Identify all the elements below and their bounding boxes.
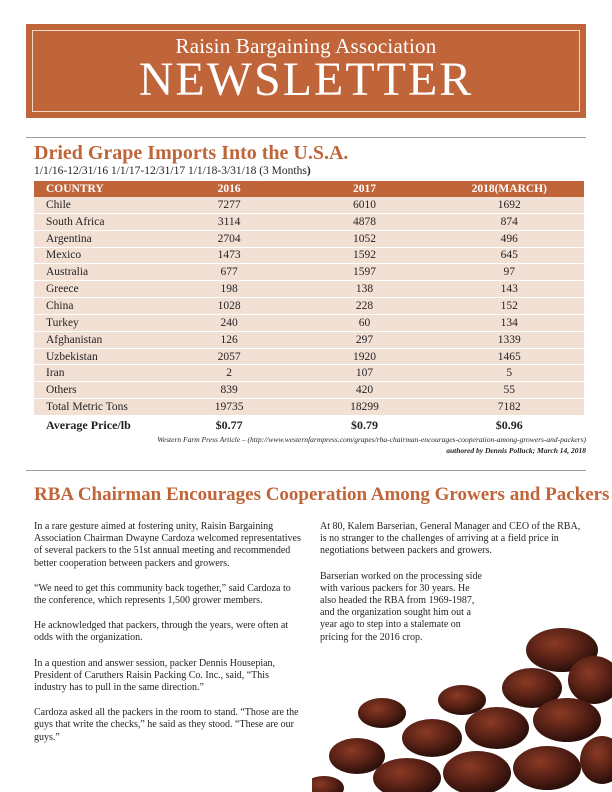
total-row bbox=[34, 399, 584, 416]
table-row bbox=[34, 281, 584, 298]
value-cell: 1465 bbox=[435, 348, 584, 365]
average-price-row bbox=[34, 415, 584, 436]
value-cell: 152 bbox=[435, 298, 584, 315]
value-cell: 874 bbox=[435, 213, 584, 230]
article-paragraph: In a question and answer session, packer Dennis Housepian, President of Caruthers Raisin Packing Co. Inc., said, “This industry has to pull in the same direction.” bbox=[34, 657, 276, 694]
country-cell: Turkey bbox=[34, 314, 164, 331]
average-price-cell: $0.77 bbox=[164, 415, 294, 436]
column-header: 2018(MARCH) bbox=[435, 181, 584, 197]
raisin-icon bbox=[465, 707, 529, 749]
value-cell: 6010 bbox=[294, 197, 434, 213]
value-cell: 107 bbox=[294, 365, 434, 382]
table-row bbox=[34, 365, 584, 382]
raisin-icon bbox=[513, 746, 581, 790]
table-row bbox=[34, 264, 584, 281]
article-paragraph: In a rare gesture aimed at fostering unity, Raisin Bargaining Association Chairman Dwayne Cardoza welcomed representatives of several packers to the 51st annual meeting and recommended better cooperation between packers and growers. bbox=[34, 521, 301, 569]
value-cell: 126 bbox=[164, 331, 294, 348]
raisin-icon bbox=[358, 698, 406, 728]
country-cell: Afghanistan bbox=[34, 331, 164, 348]
raisin-icon bbox=[580, 736, 612, 784]
table-row bbox=[34, 348, 584, 365]
value-cell: 55 bbox=[435, 382, 584, 399]
value-cell: 420 bbox=[294, 382, 434, 399]
value-cell: 4878 bbox=[294, 213, 434, 230]
country-cell: Others bbox=[34, 382, 164, 399]
table-row bbox=[34, 247, 584, 264]
column-header: 2017 bbox=[294, 181, 434, 197]
section-divider bbox=[26, 137, 586, 138]
date-ranges-text: 1/1/16-12/31/16 1/1/17-12/31/17 1/1/18-3/31/18 (3 Months bbox=[34, 165, 307, 177]
value-cell: 5 bbox=[435, 365, 584, 382]
table-row bbox=[34, 213, 584, 230]
table-row bbox=[34, 314, 584, 331]
table-header-row bbox=[34, 181, 584, 197]
raisin-icon bbox=[329, 738, 385, 774]
date-ranges-close: ) bbox=[306, 165, 311, 177]
table-row bbox=[34, 331, 584, 348]
column-header: COUNTRY bbox=[34, 181, 164, 197]
value-cell: 1339 bbox=[435, 331, 584, 348]
raisin-icon bbox=[312, 776, 344, 792]
country-cell: Chile bbox=[34, 197, 164, 213]
average-price-cell: $0.96 bbox=[435, 415, 584, 436]
raisin-icon bbox=[402, 719, 462, 757]
section-divider bbox=[26, 470, 586, 471]
value-cell: 3114 bbox=[164, 213, 294, 230]
article-left-column bbox=[34, 521, 302, 757]
country-cell: South Africa bbox=[34, 213, 164, 230]
table-row bbox=[34, 382, 584, 399]
value-cell: 138 bbox=[294, 281, 434, 298]
source-citation: Western Farm Press Article – (http://www.westernfarmpress.com/grapes/rba-chairman-encourages-cooperation-among-growers-and-packers) bbox=[157, 435, 586, 444]
value-cell: 134 bbox=[435, 314, 584, 331]
value-cell: 297 bbox=[294, 331, 434, 348]
value-cell: 839 bbox=[164, 382, 294, 399]
newsletter-title: NEWSLETTER bbox=[138, 53, 474, 106]
article-paragraph: Barserian worked on the processing side with various packers for 30 years. He also headed the RBA from 1969-1987, and the organization sought him out a year ago to step into a stalemate on pricing for the 2016 crop. bbox=[320, 570, 482, 643]
date-ranges bbox=[34, 165, 311, 177]
value-cell: 1028 bbox=[164, 298, 294, 315]
table-row bbox=[34, 197, 584, 213]
value-cell: 1052 bbox=[294, 230, 434, 247]
value-cell: 60 bbox=[294, 314, 434, 331]
country-cell: Iran bbox=[34, 365, 164, 382]
column-header: 2016 bbox=[164, 181, 294, 197]
raisin-icon bbox=[533, 698, 601, 742]
value-cell: 2 bbox=[164, 365, 294, 382]
country-cell: Argentina bbox=[34, 230, 164, 247]
value-cell: 2057 bbox=[164, 348, 294, 365]
article-paragraph: He acknowledged that packers, through the years, were often at odds with the organization. bbox=[34, 620, 289, 644]
article-heading: RBA Chairman Encourages Cooperation Among Growers and Packers bbox=[34, 484, 610, 505]
total-cell: 19735 bbox=[164, 399, 294, 416]
country-cell: Greece bbox=[34, 281, 164, 298]
value-cell: 7277 bbox=[164, 197, 294, 213]
organization-name: Raisin Bargaining Association bbox=[175, 34, 437, 58]
value-cell: 228 bbox=[294, 298, 434, 315]
value-cell: 2704 bbox=[164, 230, 294, 247]
raisin-icon bbox=[373, 758, 441, 792]
value-cell: 1920 bbox=[294, 348, 434, 365]
author-credit: authored by Dennis Polluck; March 14, 2018 bbox=[446, 446, 586, 455]
table-row bbox=[34, 230, 584, 247]
table-row bbox=[34, 298, 584, 315]
total-cell: 18299 bbox=[294, 399, 434, 416]
value-cell: 143 bbox=[435, 281, 584, 298]
country-cell: Mexico bbox=[34, 247, 164, 264]
imports-heading: Dried Grape Imports Into the U.S.A. bbox=[34, 142, 349, 164]
value-cell: 1692 bbox=[435, 197, 584, 213]
raisins-photo bbox=[312, 628, 612, 792]
article-paragraph: At 80, Kalem Barserian, General Manager and CEO of the RBA, is no stranger to the challenges of arriving at a field price in negotiations between packers and growers. bbox=[320, 521, 581, 557]
average-price-cell: $0.79 bbox=[294, 415, 434, 436]
imports-table bbox=[34, 181, 584, 437]
value-cell: 1473 bbox=[164, 247, 294, 264]
value-cell: 97 bbox=[435, 264, 584, 281]
value-cell: 496 bbox=[435, 230, 584, 247]
article-paragraph: Cardoza asked all the packers in the room to stand. “Those are the guys that write the checks,” he said as they stood. “These are our guys.” bbox=[34, 707, 299, 743]
value-cell: 677 bbox=[164, 264, 294, 281]
raisin-icon bbox=[443, 751, 511, 792]
article-paragraph: “We need to get this community back together,” said Cardoza to the conference, which represents 1,500 grower members. bbox=[34, 582, 291, 607]
value-cell: 198 bbox=[164, 281, 294, 298]
value-cell: 645 bbox=[435, 247, 584, 264]
country-cell: Australia bbox=[34, 264, 164, 281]
total-cell: 7182 bbox=[435, 399, 584, 416]
value-cell: 240 bbox=[164, 314, 294, 331]
value-cell: 1592 bbox=[294, 247, 434, 264]
average-price-label: Average Price/lb bbox=[34, 415, 164, 436]
total-label: Total Metric Tons bbox=[34, 399, 164, 416]
country-cell: China bbox=[34, 298, 164, 315]
country-cell: Uzbekistan bbox=[34, 348, 164, 365]
newsletter-banner bbox=[26, 24, 586, 118]
value-cell: 1597 bbox=[294, 264, 434, 281]
raisin-icon bbox=[438, 685, 486, 715]
